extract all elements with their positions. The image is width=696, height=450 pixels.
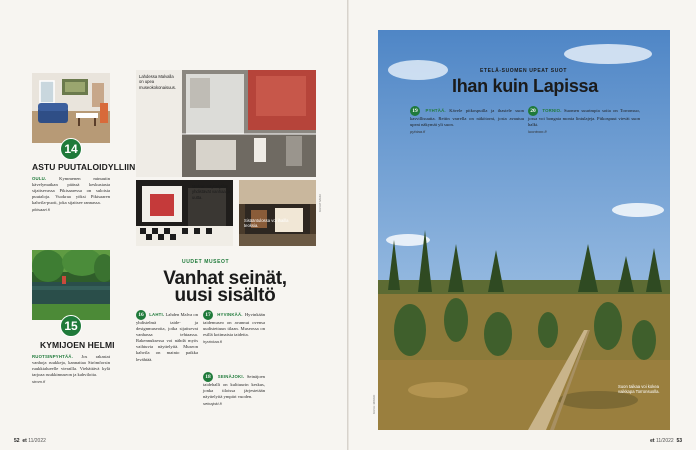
- right-footer: [650, 438, 682, 444]
- left-footer: [14, 438, 46, 444]
- right-kicker: ETELÄ-SUOMEN UPEAT SUOT: [480, 68, 568, 74]
- left-headline: [150, 270, 300, 304]
- item-14-body: Kymmenen minuutin kävelymatkan päässä keskustasta sijaitsevassa Pikisaaressa on suloisia puutaloja. Vuokraa yöksi Pikisaaren kahvila-puoti, joka sijaitsee rannassa.: [32, 176, 110, 206]
- item-18-badge: 18: [203, 372, 213, 382]
- lake-photo: [32, 250, 110, 320]
- left-kicker: UUDET MUSEOT: [182, 259, 230, 265]
- item-14-title: ASTU PUUTALOIDYLLIIN: [32, 162, 136, 172]
- item-19-body: Kävele pitkospuilla ja ihastele suon kasvillisuutta. Reitin varrella on näkötorni, josta avautuu upeat näkymät yli suon.: [410, 108, 524, 128]
- museum-entrance-photo: [239, 180, 316, 246]
- item-15-badge: 15: [60, 315, 82, 337]
- item-15-title: KYMIJOEN HELMI: [40, 340, 115, 350]
- item-14-credit[interactable]: pikisaari.fi: [32, 207, 50, 213]
- item-18-credit[interactable]: seinajoki.fi: [203, 401, 222, 407]
- left-headline-line1: Vanhat seinät,: [163, 268, 287, 289]
- item-16-badge: 16: [136, 310, 146, 320]
- item-17-credit[interactable]: hyvinkaa.fi: [203, 339, 222, 345]
- item-18-lead: SEINÄJOKI.: [217, 374, 245, 380]
- right-brand: et: [650, 438, 655, 444]
- item-15-credit[interactable]: strom.fi: [32, 379, 46, 385]
- left-page-number: 52: [14, 438, 20, 444]
- bog-photo-caption: Suon taikaa voi kokea vaikkapa Torronsuolla.: [618, 384, 660, 395]
- item-18-body: Seinäjoen taidehalli on kulttuurin keskus, jonka tiloissa järjestetään näyttelyitä ympäri vuoden.: [203, 374, 265, 400]
- item-16-lead: LAHTI.: [149, 312, 165, 318]
- item-20-badge: 20: [528, 106, 538, 116]
- item-16-body: Lahden Malva on yhdistelmä taide- ja designmuseoita, jotka sijaitsevat vanhassa tehtaassa. Rakennuksessa voi nähdä myös vaihtuvia näyttelyitä. Museon kahvila on mainio paikka levähtää.: [136, 312, 199, 362]
- photo-credit-left: KUVAT MAKI: [318, 194, 322, 212]
- item-20-body: Suomen suurimpia soita on Torronsuo, jossa voi bongata monia lintulajeja. Pitkospuut vievät suon halki.: [528, 108, 640, 128]
- page-gutter: [347, 0, 349, 450]
- museum-caption-2: Malvan näyttelytilat yhdistävät vanhaa ja uutta.: [192, 184, 231, 200]
- left-issue: 11/2022: [28, 438, 46, 444]
- item-19-badge: 19: [410, 106, 420, 116]
- item-15-body: Jos rakastat vanhoja ruukkeja, kannattaa Strömforsin ruukkialueelle vierailla. Viehättävä kylä tarjoaa ruukkimuseon ja kahviloita.: [32, 354, 110, 378]
- left-column-2: [203, 310, 265, 345]
- item-17-body: Hyvinkään taidemuseo on avannut ovensa uudistettuun tilaan. Museossa on esillä kotimaista taidetta.: [203, 312, 265, 338]
- right-page-number: 53: [676, 438, 682, 444]
- interior-photo: [32, 73, 110, 143]
- left-column-3: [203, 372, 265, 407]
- right-item-19: [410, 106, 524, 135]
- museum-caption-1: Lahdessa Malvalla on upea museokokonaisuus.: [139, 74, 177, 90]
- item-14-lead: OULU.: [32, 176, 47, 181]
- right-item-20: [528, 106, 640, 135]
- left-headline-line2: uusi sisältö: [174, 285, 276, 306]
- item-15-lead: RUOTSINPYHTÄÄ.: [32, 354, 73, 359]
- photo-credit-right: KUVA: MIKKO: [372, 394, 376, 414]
- right-issue: 11/2022: [655, 438, 674, 444]
- item-20-credit[interactable]: luontoon.fi: [528, 129, 547, 135]
- item-19-credit[interactable]: pyhtaa.fi: [410, 129, 426, 135]
- item-14-text: [32, 176, 110, 214]
- item-17-lead: HYVINKÄÄ.: [217, 312, 243, 318]
- right-headline: Ihan kuin Lapissa: [452, 76, 598, 96]
- item-14-badge: 14: [60, 138, 82, 160]
- museum-caption-3: Sisääntulossa voi ihailla teoksia.: [244, 218, 289, 229]
- item-19-lead: PYHTÄÄ.: [425, 108, 446, 114]
- item-20-lead: TORNIO.: [542, 108, 562, 114]
- left-column-1: [136, 310, 198, 363]
- left-brand: et: [22, 438, 27, 444]
- item-17-badge: 17: [203, 310, 213, 320]
- item-15-text: [32, 354, 110, 385]
